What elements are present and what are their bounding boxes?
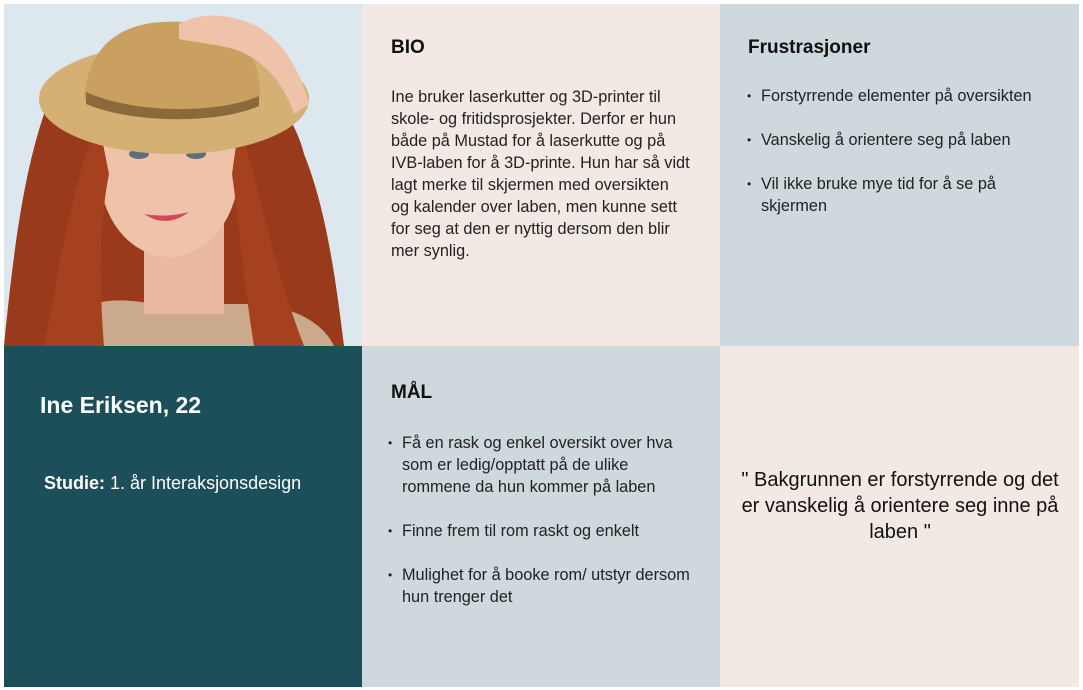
persona-photo: [4, 4, 362, 346]
bio-section: [362, 4, 720, 346]
bullet-icon: •: [747, 177, 752, 191]
persona-study: [44, 471, 304, 495]
list-item: • Forstyrrende elementer på oversikten: [747, 87, 1032, 105]
bio-title: BIO: [391, 37, 425, 58]
frustrations-list: [747, 85, 1052, 239]
list-item: • Finne frem til rom raskt og enkelt: [388, 522, 640, 540]
bullet-icon: •: [388, 568, 393, 582]
persona-portrait-image: [4, 4, 362, 346]
study-label: Studie:: [44, 473, 105, 493]
persona-identity: [4, 346, 362, 687]
quote-section: [720, 346, 1079, 687]
list-item: • Vil ikke bruke mye tid for å se på skjermen: [747, 175, 996, 215]
frustrations-section: [720, 4, 1079, 346]
bio-text: Ine bruker laserkutter og 3D-printer til skole- og fritidsprosjekter. Derfor er hun både på Mustad for å laserkutte og på IVB-laben for å 3D-printe. Hun har så vidt lagt merke til skjermen med oversikten og kalender over laben, men kunne sett for seg at den er nyttig dersom den blir mer synlig.: [391, 88, 690, 260]
list-item: • Få en rask og enkel oversikt over hva som er ledig/opptatt på de ulike rommene da hun kommer på laben: [388, 434, 673, 496]
bullet-icon: •: [388, 436, 393, 450]
persona-quote: " Bakgrunnen er forstyrrende og det er vanskelig å orientere seg inne på laben ": [741, 469, 1059, 543]
list-item: • Mulighet for å booke rom/ utstyr dersom hun trenger det: [388, 566, 690, 606]
goals-section: [362, 346, 720, 687]
bullet-icon: •: [388, 524, 393, 538]
persona-name: Ine Eriksen, 22: [40, 392, 202, 418]
bullet-icon: •: [747, 89, 752, 103]
bullet-icon: •: [747, 133, 752, 147]
goals-title: MÅL: [391, 382, 433, 403]
frustrations-title: Frustrasjoner: [748, 37, 871, 58]
study-value: 1. år Interaksjonsdesign: [110, 473, 302, 493]
goals-list: [388, 432, 698, 630]
list-item: • Vanskelig å orientere seg på laben: [747, 131, 1011, 149]
